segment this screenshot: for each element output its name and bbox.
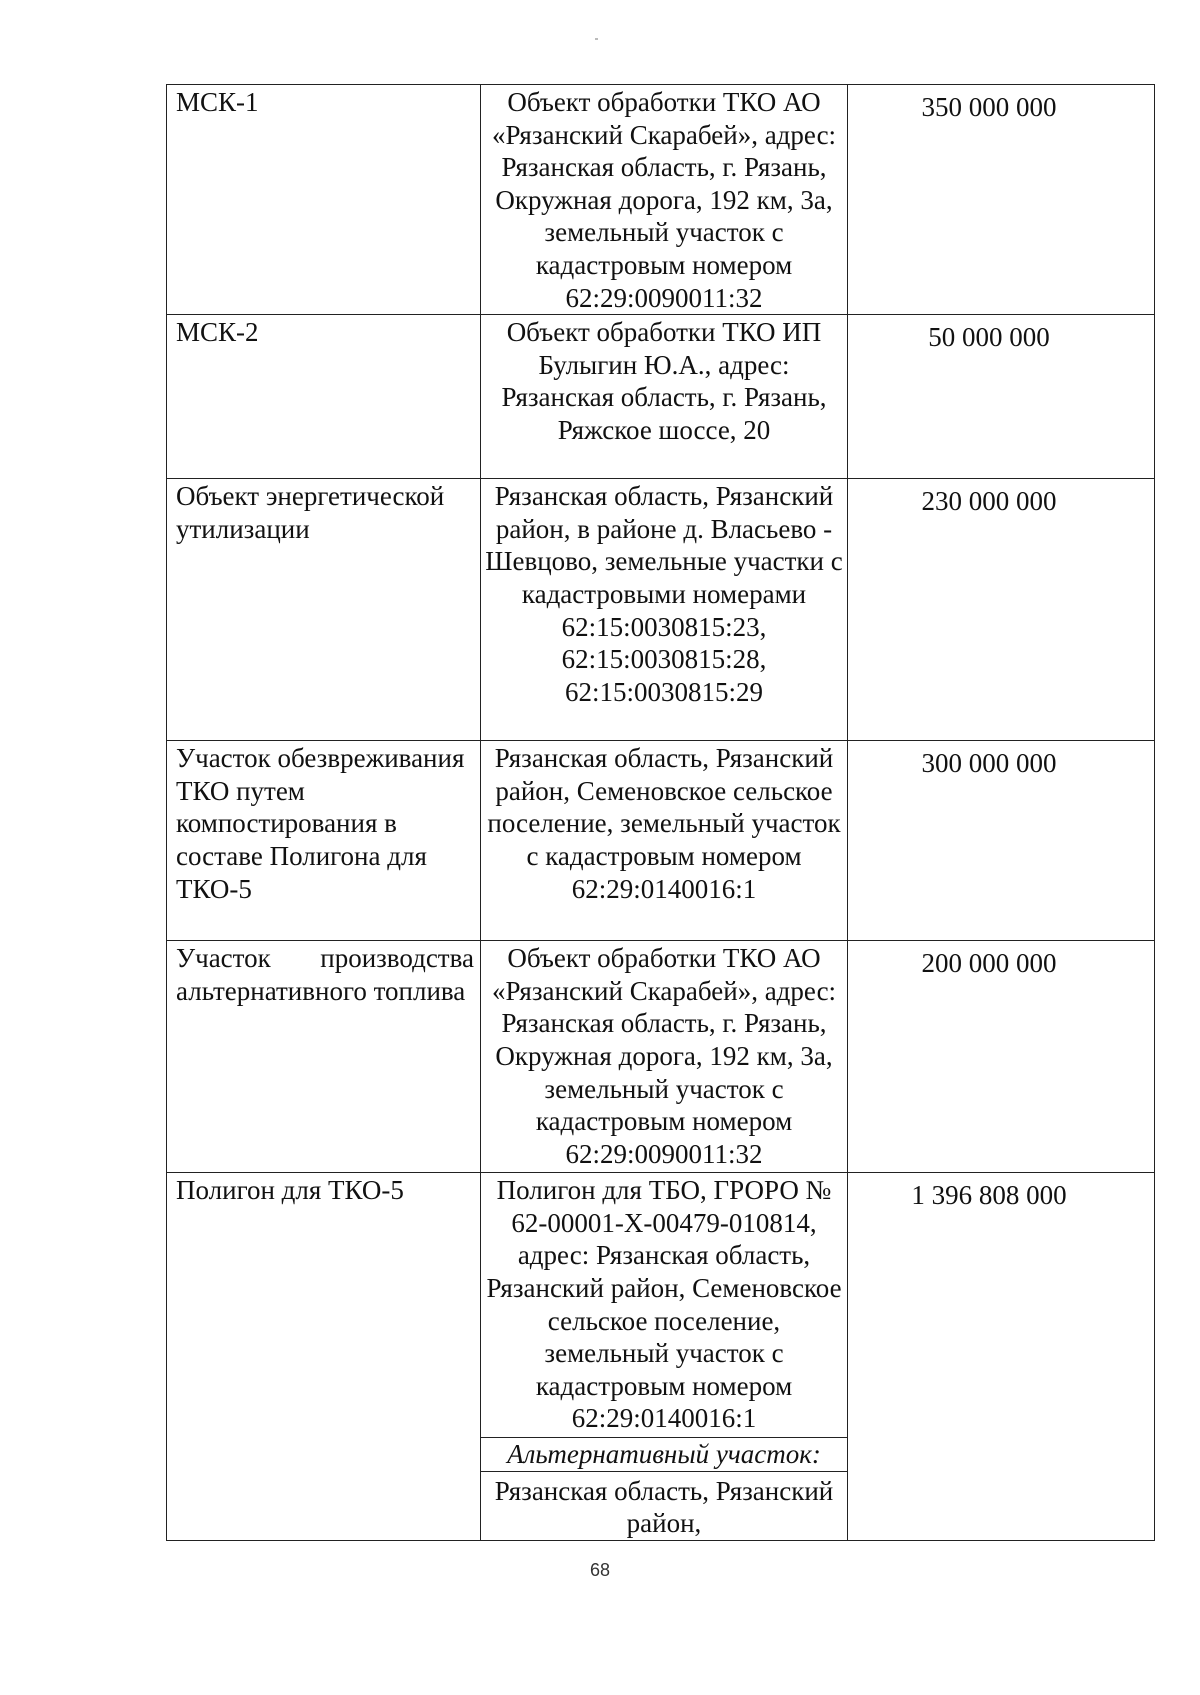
- facility-name: Участок обезвреживания ТКО путем компостирования в составе Полигона для ТКО-5: [176, 743, 465, 904]
- facility-value: 50 000 000: [928, 322, 1050, 353]
- facility-address-cell: [481, 1173, 848, 1541]
- facility-name-cell: [167, 85, 481, 315]
- facility-address: Рязанская область, Рязанский район, в районе д. Власьево - Шевцово, земельные участки с кадастровыми номерами 62:15:0030815:23, 62:15:0030815:28, 62:15:0030815:29: [485, 481, 843, 707]
- page-number: 68: [589, 1560, 611, 1580]
- table-row: [167, 479, 1155, 741]
- facility-address: Полигон для ТБО, ГРОРО № 62-00001-Х-00479-010814, адрес: Рязанская область, Рязанский район, Семеновское сельское поселение, земельный участок с кадастровым номером 62:29:0140016:1: [486, 1175, 842, 1434]
- facility-address-cell: [481, 741, 848, 941]
- facility-value-cell: [848, 85, 1155, 315]
- table-row: [167, 85, 1155, 315]
- alternative-site-address: Рязанская область, Рязанский район,: [494, 1475, 834, 1539]
- scan-speck: [595, 38, 598, 40]
- facility-address: Объект обработки ТКО АО «Рязанский Скарабей», адрес: Рязанская область, г. Рязань, Окружная дорога, 192 км, 3а, земельный участок с кадастровым номером 62:29:0090011:32: [491, 943, 837, 1169]
- facility-value: 230 000 000: [921, 486, 1057, 517]
- facilities-table: [166, 84, 1155, 1541]
- facility-address-cell: [481, 479, 848, 741]
- facility-value: 1 396 808 000: [911, 1180, 1067, 1211]
- facility-address: Объект обработки ТКО АО «Рязанский Скарабей», адрес: Рязанская область, г. Рязань, Окружная дорога, 192 км, 3а, земельный участок с кадастровым номером 62:29:0090011:32: [491, 87, 837, 313]
- facility-value-cell: [848, 315, 1155, 479]
- facility-name-cell: [167, 1173, 481, 1541]
- table-row: [167, 315, 1155, 479]
- facility-address-cell: [481, 941, 848, 1173]
- facility-address: Рязанская область, Рязанский район, Семеновское сельское поселение, земельный участок с кадастровым номером 62:29:0140016:1: [487, 743, 841, 904]
- facility-name-cell: [167, 315, 481, 479]
- facility-name: МСК-2: [176, 317, 259, 348]
- facility-address-cell: [481, 315, 848, 479]
- facility-value: 300 000 000: [921, 748, 1057, 779]
- facility-address-cell: [481, 85, 848, 315]
- facility-address: Объект обработки ТКО ИП Булыгин Ю.А., адрес: Рязанская область, г. Рязань, Ряжское шоссе, 20: [501, 317, 827, 445]
- facility-value-cell: [848, 741, 1155, 941]
- facility-name: Объект энергетической утилизации: [176, 481, 445, 544]
- facility-name: МСК-1: [176, 87, 259, 117]
- facility-name: Участок производства альтернативного топлива: [176, 943, 474, 1006]
- facility-value-cell: [848, 1173, 1155, 1541]
- table-row: [167, 741, 1155, 941]
- facility-name-cell: [167, 479, 481, 741]
- facility-name-cell: [167, 741, 481, 941]
- alternative-site-label: Альтернативный участок:: [481, 1437, 847, 1472]
- facility-value: 350 000 000: [921, 92, 1057, 122]
- facility-value-cell: [848, 479, 1155, 741]
- table-row: [167, 941, 1155, 1173]
- facility-name: Полигон для ТКО-5: [176, 1175, 404, 1206]
- table-row: [167, 1173, 1155, 1541]
- facility-name-cell: [167, 941, 481, 1173]
- facility-value-cell: [848, 941, 1155, 1173]
- facility-value: 200 000 000: [921, 948, 1057, 979]
